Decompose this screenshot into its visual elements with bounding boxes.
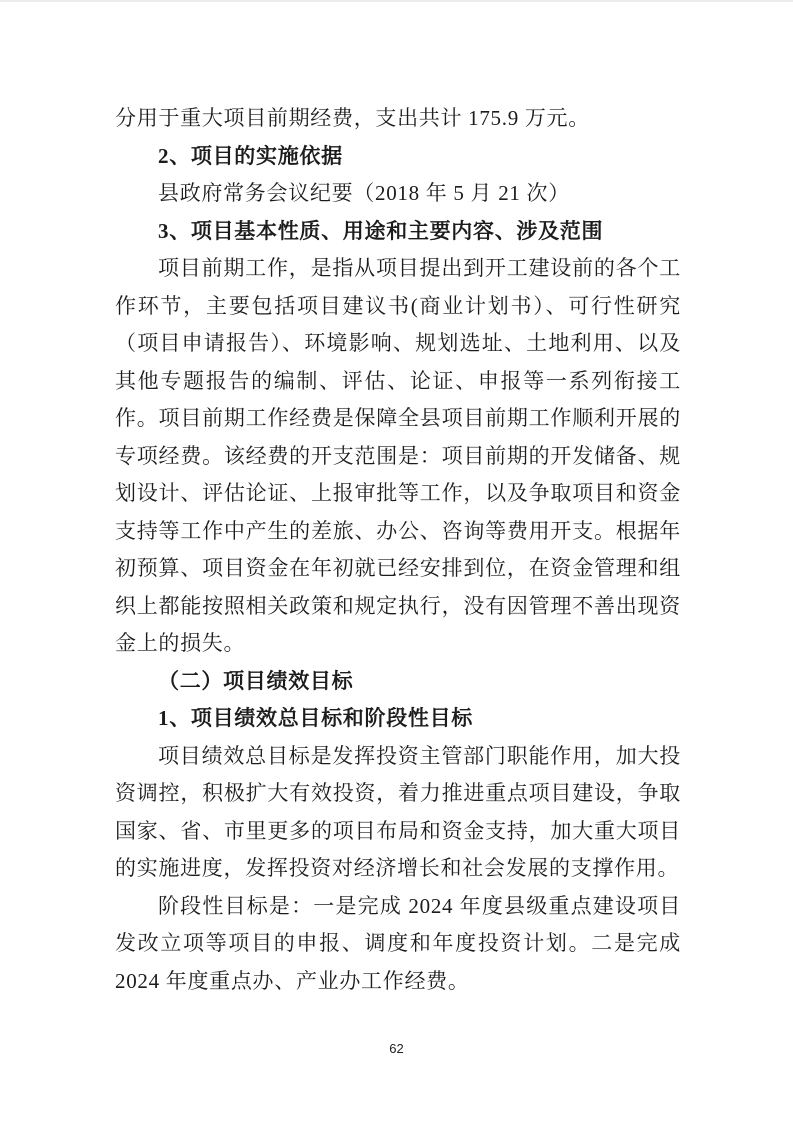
paragraph-basis: 县政府常务会议纪要（2018 年 5 月 21 次） (158, 181, 570, 205)
paragraph-stage-goal: 阶段性目标是：一是完成 2024 年度县级重点建设项目发改立项等项目的申报、调度和年度投资计划。二是完成 2024 年度重点办、产业办工作经费。 (115, 893, 681, 993)
paragraph-continuation: 分用于重大项目前期经费，支出共计 175.9 万元。 (115, 106, 590, 130)
document-body (115, 100, 681, 1000)
section-heading-1: 1、项目绩效总目标和阶段性目标 (158, 706, 473, 730)
section-heading-3: 3、项目基本性质、用途和主要内容、涉及范围 (158, 218, 604, 243)
paragraph-project-nature: 项目前期工作，是指从项目提出到开工建设前的各个工作环节，主要包括项目建议书(商业计划书）、可行性研究（项目申请报告）、环境影响、规划选址、土地利用、以及其他专题报告的编制、评估、论证、申报等一系列衔接工作。项目前期工作经费是保障全县项目前期工作顺利开展的专项经费。该经费的开支范围是：项目前期的开发储备、规划设计、评估论证、上报审批等工作，以及争取项目和资金支持等工作中产生的差旅、办公、咨询等费用开支。根据年初预算、项目资金在年初就已经安排到位，在资金管理和组织上都能按照相关政策和规定执行，没有因管理不善出现资金上的损失。 (115, 256, 681, 655)
page-number: 62 (389, 1041, 404, 1056)
section-heading-performance-goals: （二）项目绩效目标 (158, 668, 354, 693)
paragraph-overall-goal: 项目绩效总目标是发挥投资主管部门职能作用，加大投资调控，积极扩大有效投资，着力推进重点项目建设，争取国家、省、市里更多的项目布局和资金支持，加大重大项目的实施进度，发挥投资对经济增长和社会发展的支撑作用。 (115, 743, 681, 880)
section-heading-2: 2、项目的实施依据 (158, 143, 343, 168)
